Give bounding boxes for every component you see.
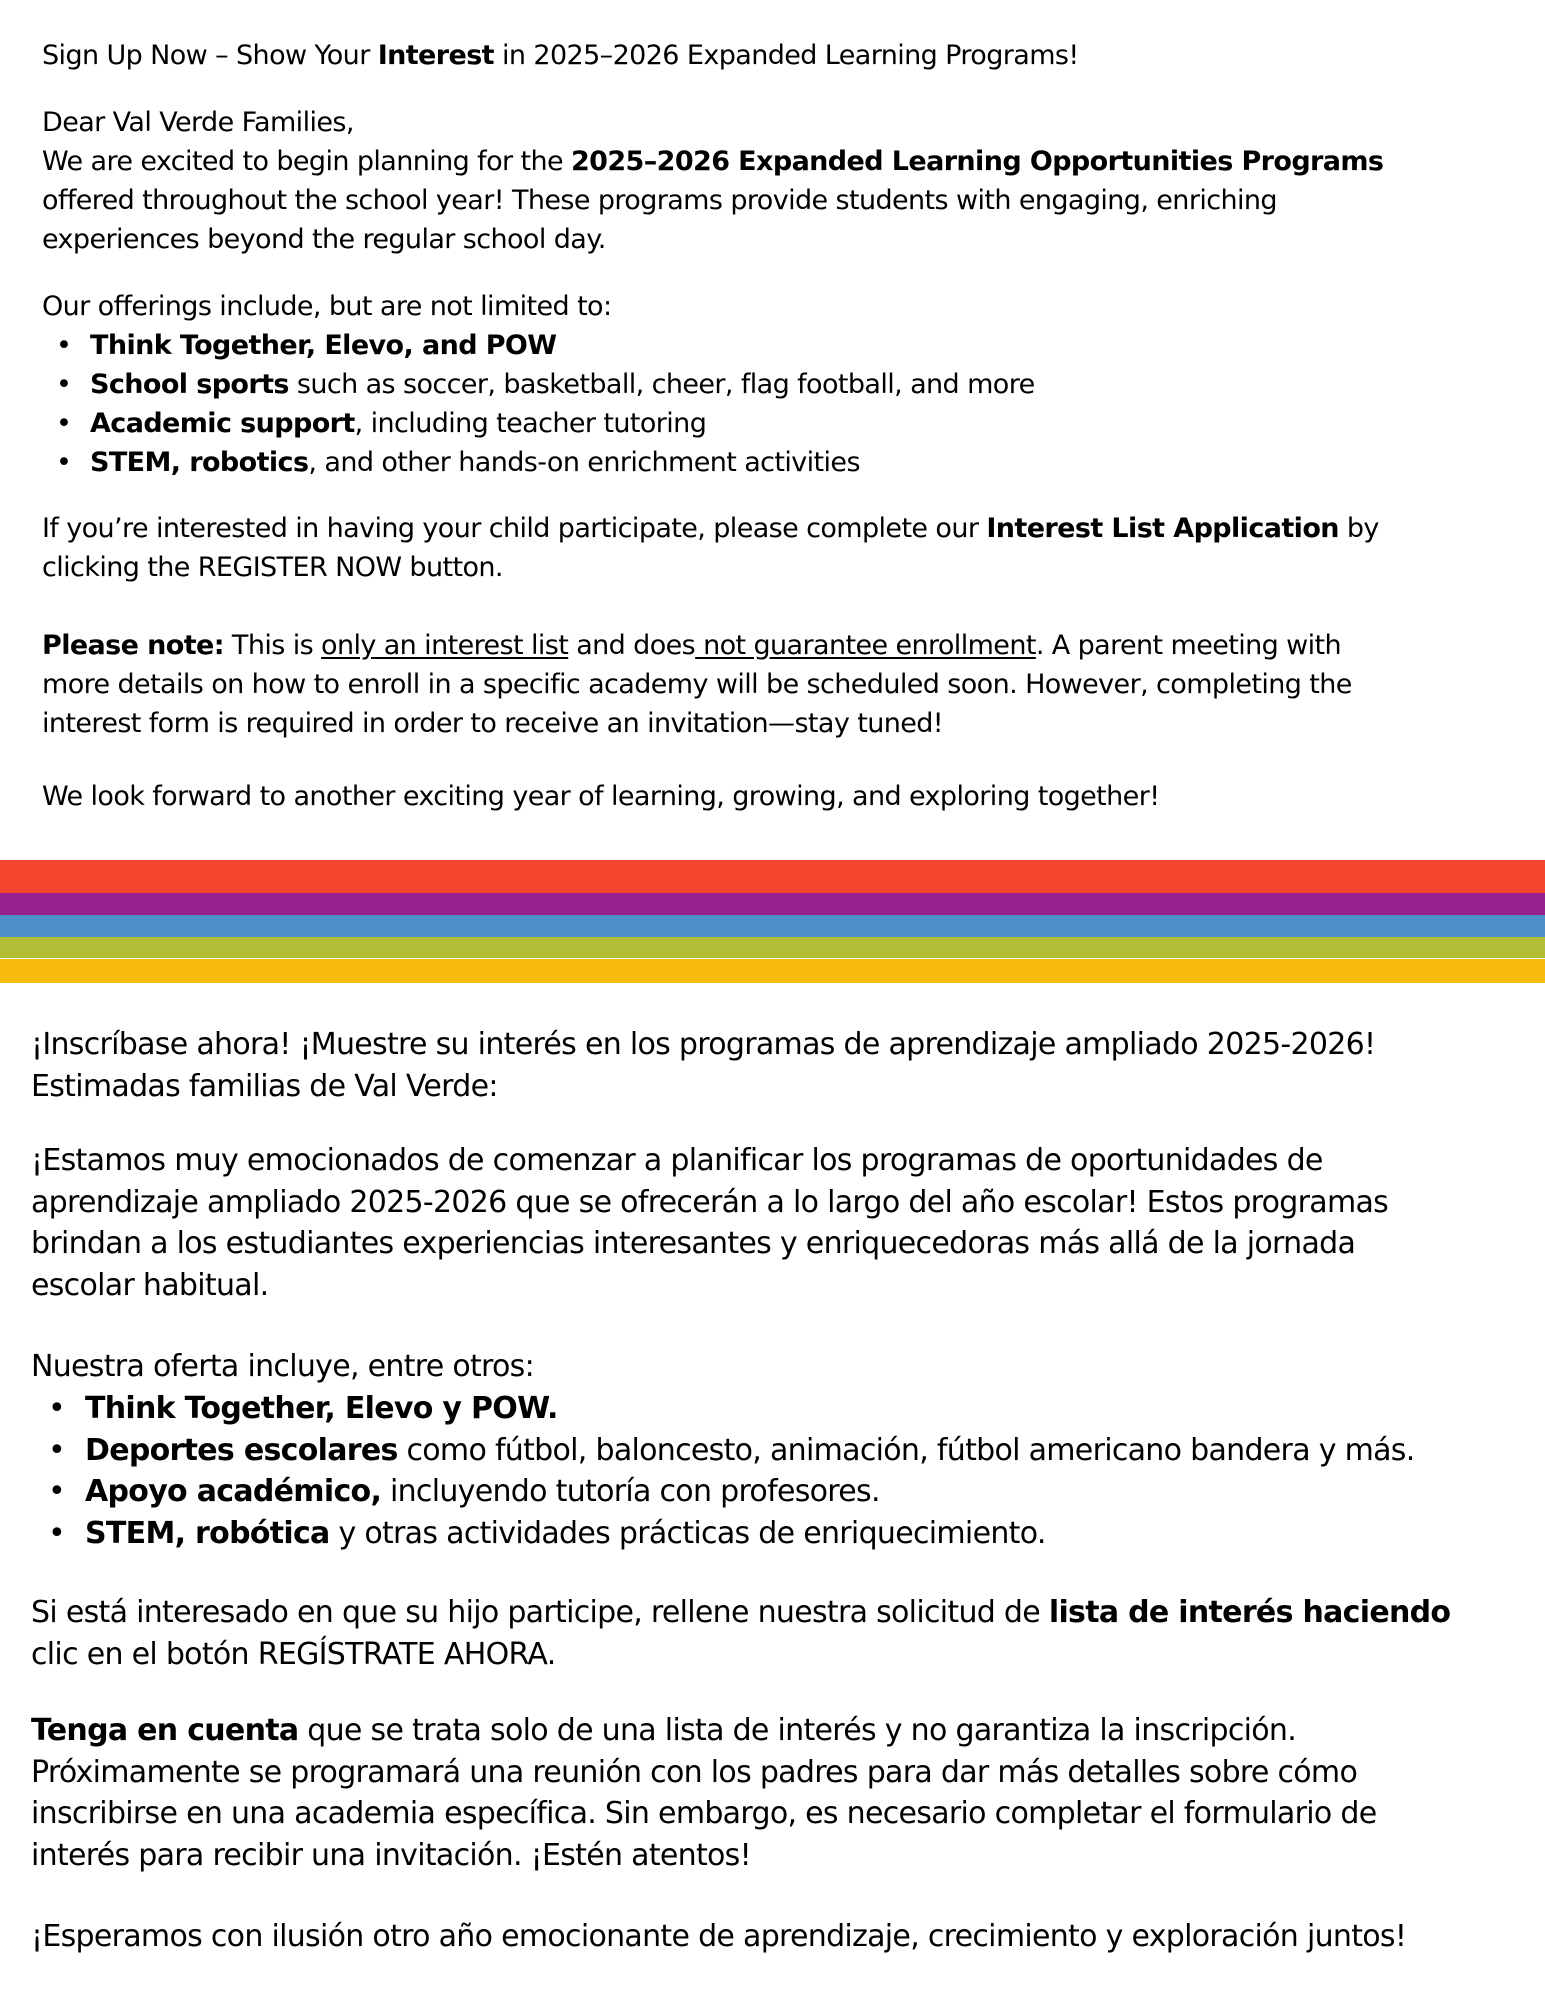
english-intro: We are excited to begin planning for the 2025–2026 Expanded Learning Opportunities Programs offered throughout the school year! These programs provide students with engaging, enriching experiences beyond the regular school day. (42, 146, 1384, 255)
list-item: • Apoyo académico, incluyendo tutoría con profesores. (31, 1471, 1415, 1513)
bullet-icon: • (56, 330, 72, 361)
note-label: Please note: (42, 630, 224, 661)
list-item: • STEM, robotics, and other hands-on enrichment activities (42, 443, 1035, 482)
divider-stripe-blue (0, 915, 1545, 937)
bullet-icon: • (48, 1391, 65, 1426)
spanish-note: Tenga en cuenta que se trata solo de una lista de interés y no garantiza la inscripción. Próximamente se programará una reunión con los padres para dar más detalles sobre cómo inscribirse en una academia específica. Sin embargo, es necesario completar el formulario de interés para recibir una invitación. ¡Estén atentos! (31, 1713, 1377, 1873)
spanish-offerings-intro: Nuestra oferta incluye, entre otros: (31, 1349, 535, 1384)
bullet-icon: • (56, 447, 72, 478)
spanish-offerings-list (31, 1388, 1415, 1554)
list-item: • STEM, robótica y otras actividades prácticas de enriquecimiento. (31, 1513, 1415, 1555)
bullet-icon: • (56, 408, 72, 439)
english-note: Please note: This is only an interest list and does not guarantee enrollment. A parent meeting with more details on how to enroll in a specific academy will be scheduled soon. However, completing the interest form is required in order to receive an invitation—stay tuned! (42, 630, 1352, 739)
spanish-header (31, 1024, 1375, 1107)
divider-stripe-purple (0, 893, 1545, 915)
bullet-icon: • (48, 1515, 65, 1551)
divider-stripe-red (0, 860, 1545, 893)
list-item: • Think Together, Elevo y POW. (31, 1388, 1415, 1430)
spanish-greeting: Estimadas familias de Val Verde: (31, 1068, 498, 1104)
spanish-cta: Si está interesado en que su hijo participe, rellene nuestra solicitud de lista de interés haciendo clic en el botón REGÍSTRATE AHORA. (31, 1595, 1451, 1672)
spanish-closing: ¡Esperamos con ilusión otro año emocionante de aprendizaje, crecimiento y exploración juntos! (31, 1919, 1407, 1954)
bullet-icon: • (48, 1474, 65, 1509)
list-item: • Deportes escolares como fútbol, baloncesto, animación, fútbol americano bandera y más. (31, 1430, 1415, 1472)
spanish-intro: ¡Estamos muy emocionados de comenzar a planificar los programas de oportunidades de aprendizaje ampliado 2025-2026 que se ofrecerán a lo largo del año escolar! Estos programas brindan a los estudiantes experiencias interesantes y enriquecedoras más allá de la jornada escolar habitual. (31, 1143, 1389, 1303)
english-offerings-list (42, 326, 1035, 482)
english-closing: We look forward to another exciting year of learning, growing, and exploring together! (42, 781, 1160, 812)
divider-stripe-green (0, 937, 1545, 958)
rainbow-divider (0, 860, 1545, 983)
english-greeting: Dear Val Verde Families, (42, 107, 354, 138)
english-offerings-intro: Our offerings include, but are not limited to: (42, 291, 612, 322)
list-item: • Think Together, Elevo, and POW (42, 326, 1035, 365)
bullet-icon: • (56, 369, 72, 400)
english-cta: If you’re interested in having your child participate, please complete our Interest List Application by clicking the REGISTER NOW button. (42, 513, 1379, 583)
note-label: Tenga en cuenta (31, 1713, 299, 1748)
list-item: • Academic support, including teacher tutoring (42, 404, 1035, 443)
list-item: • School sports such as soccer, basketball, cheer, flag football, and more (42, 365, 1035, 404)
spanish-title: ¡Inscríbase ahora! ¡Muestre su interés en los programas de aprendizaje ampliado 2025-2026! (31, 1027, 1376, 1062)
bullet-icon: • (48, 1432, 65, 1468)
divider-stripe-yellow (0, 959, 1545, 983)
english-title: Sign Up Now – Show Your Interest in 2025–2026 Expanded Learning Programs! (42, 40, 1079, 71)
